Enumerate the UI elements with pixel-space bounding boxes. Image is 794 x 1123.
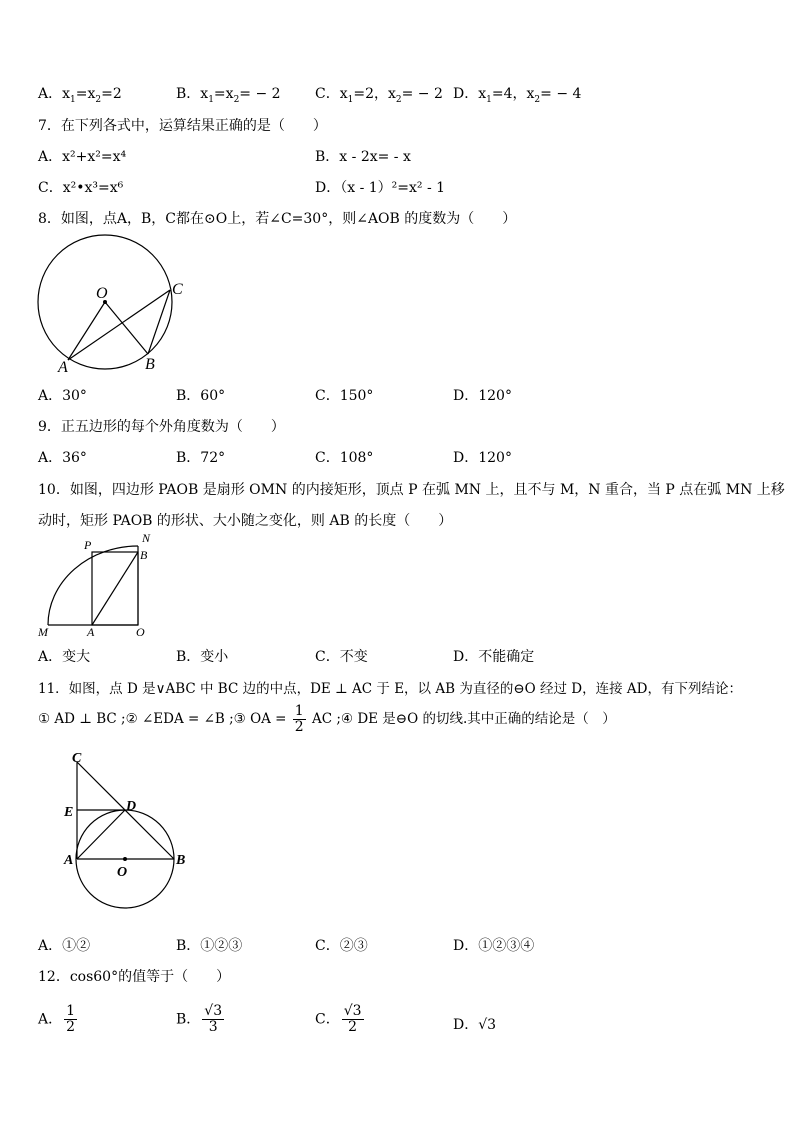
q7-option-d: D．（x - 1）²=x² - 1 [315, 180, 446, 196]
label-o: O [96, 285, 108, 302]
q8-option-d: D．120° [453, 388, 512, 404]
q11-stem-line1: 11．如图，点 D 是∨ABC 中 BC 边的中点，DE ⊥ AC 于 E，以 AB 为直径的⊖O 经过 D，连接 AD，有下列结论： [38, 681, 742, 697]
q9-option-d: D．120° [453, 450, 512, 466]
q10-option-a: A．变大 [38, 649, 91, 665]
q10-option-c: C．不变 [315, 649, 368, 665]
q6-option-c: C．$x_1=2$，$x_2= - 2$ [315, 86, 443, 105]
q6-option-b: B．$x_1=x_2= - 2$ [176, 86, 281, 105]
q8-option-a: A．30° [38, 388, 87, 404]
q7-stem: 7．在下列各式中，运算结果正确的是（ ） [38, 118, 327, 134]
label-e: E [64, 805, 74, 820]
label-o: O [117, 865, 128, 880]
q10-option-d: D．不能确定 [453, 649, 535, 665]
label-b: B [176, 853, 186, 868]
q8-circle-figure [30, 232, 200, 377]
q6-option-a: A．$x_1=x_2=2$ [38, 86, 122, 105]
q9-option-c: C．108° [315, 450, 374, 466]
label-a: A [64, 853, 74, 868]
label-b: B [145, 356, 155, 373]
q11-option-b: B．①②③ [176, 938, 243, 954]
q9-stem: 9．正五边形的每个外角度数为（ ） [38, 419, 285, 435]
q8-option-c: C．150° [315, 388, 374, 404]
q10-option-b: B．变小 [176, 649, 229, 665]
q12-option-d: D．√3 [453, 1017, 497, 1033]
q11-option-a: A．①② [38, 938, 91, 954]
q7-option-a: A．x²+x²=x⁴ [38, 149, 127, 165]
q6-option-d: D．$x_1=4$，$x_2= - 4$ [453, 86, 582, 105]
q11-stem-line2: ① AD ⊥ BC ;② ∠EDA = ∠B ;③ OA = $\frac{1}{2}$ AC ;④ DE 是⊖O 的切线.其中正确的结论是（ ） [38, 703, 616, 735]
q12-option-b: B． $\frac{√3}{3}$ [176, 1003, 223, 1035]
q7-option-c: C．x²•x³=x⁶ [38, 180, 124, 196]
label-p: P [84, 538, 92, 552]
q11-option-d: D．①②③④ [453, 938, 535, 954]
q12-option-c: C． $\frac{√3}{2}$ [315, 1003, 362, 1035]
label-b: B [140, 548, 148, 562]
q11-circle-figure [58, 748, 198, 918]
label-c: C [72, 751, 82, 766]
label-c: C [172, 281, 183, 298]
q9-option-b: B．72° [176, 450, 226, 466]
label-a: A [87, 625, 95, 639]
q8-stem: 8．如图，点A，B，C都在⊙O上，若∠C=30°，则∠AOB 的度数为（ ） [38, 211, 517, 227]
label-n: N [142, 532, 151, 545]
q7-option-b: B．x - 2x= - x [315, 149, 411, 165]
label-a: A [58, 359, 68, 376]
q10-stem-line2: 动时，矩形 PAOB 的形状、大小随之变化，则 AB 的长度（ ） [38, 513, 453, 529]
q10-sector-figure [34, 532, 154, 640]
q8-option-b: B．60° [176, 388, 226, 404]
q12-stem: 12．cos60°的值等于（ ） [38, 969, 231, 985]
q11-option-c: C．②③ [315, 938, 368, 954]
q9-option-a: A．36° [38, 450, 87, 466]
label-o: O [136, 625, 145, 639]
q10-stem-line1: 10．如图，四边形 PAOB 是扇形 OMN 的内接矩形，顶点 P 在弧 MN 上，且不与 M，N 重合，当 P 点在弧 MN 上移 [38, 482, 785, 498]
q12-option-a: A． $\frac{1}{2}$ [38, 1003, 76, 1035]
label-m: M [38, 625, 48, 639]
label-d: D [126, 799, 137, 814]
